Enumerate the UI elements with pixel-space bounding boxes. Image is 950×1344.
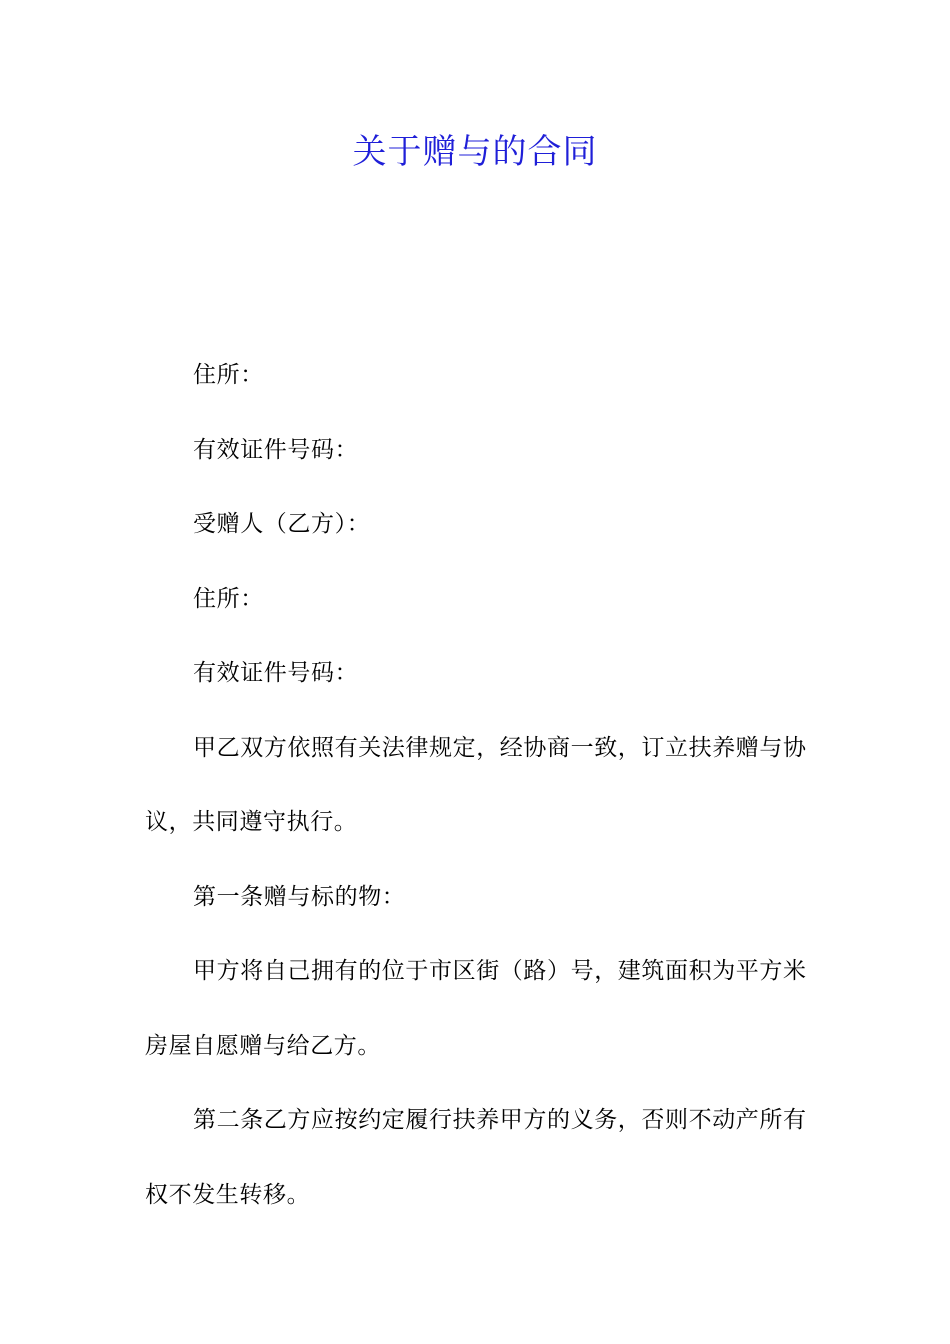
paragraph-address-1: 住所： xyxy=(193,362,264,388)
paragraph-id-number-2: 有效证件号码： xyxy=(193,660,359,686)
paragraph-recipient: 受赠人（乙方）： xyxy=(193,511,371,537)
paragraph-article-1-heading: 第一条赠与标的物： xyxy=(193,883,406,910)
paragraph-id-number-1: 有效证件号码： xyxy=(193,436,359,463)
document-body xyxy=(145,338,809,1232)
paragraph-address-2: 住所： xyxy=(193,585,264,612)
paragraph-article-2: 第二条乙方应按约定履行扶养甲方的义务，否则不动产所有权不发生转移。 xyxy=(145,1107,807,1208)
paragraph-agreement: 甲乙双方依照有关法律规定，经协商一致，订立扶养赠与协议，共同遵守执行。 xyxy=(145,734,807,835)
paragraph-article-1-body: 甲方将自己拥有的位于市区街（路）号，建筑面积为平方米房屋自愿赠与给乙方。 xyxy=(145,958,807,1059)
document-title: 关于赠与的合同 xyxy=(352,132,598,172)
